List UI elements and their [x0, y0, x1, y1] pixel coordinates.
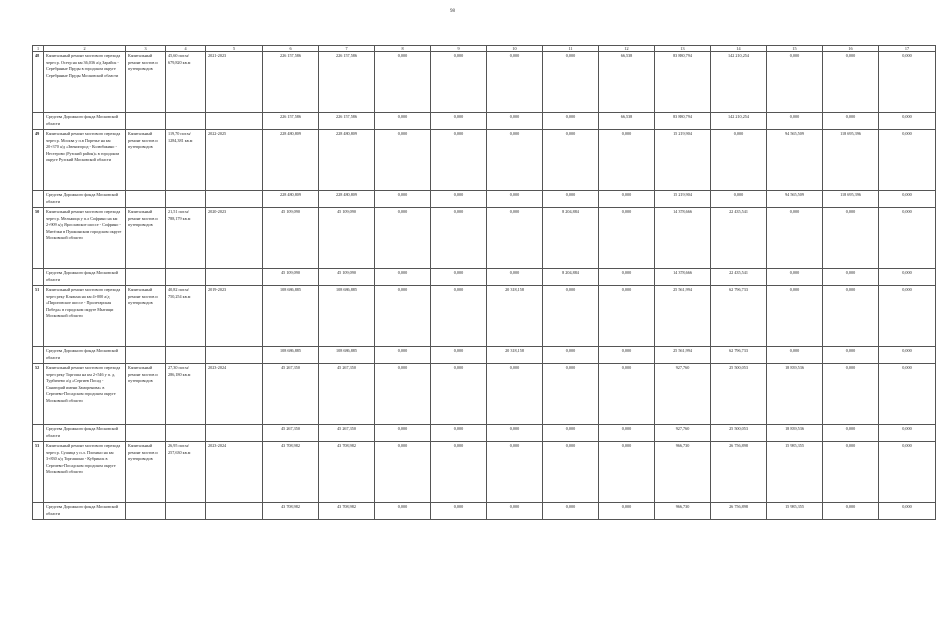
- value-cell: 0,000: [711, 191, 767, 208]
- row-index: 51: [33, 286, 44, 347]
- value-cell: 142 210,254: [711, 52, 767, 113]
- period: 2022-2025: [206, 130, 263, 191]
- column-number: 8: [375, 46, 431, 52]
- value-cell: 226 157,586: [319, 113, 375, 130]
- value-cell: 0,000: [599, 286, 655, 347]
- work-type: Капитальный ремонт мостов и путепроводов: [126, 52, 166, 113]
- value-cell: 0,000: [823, 503, 879, 520]
- value-cell: 0,000: [599, 442, 655, 503]
- object-name: Капитальный ремонт мостового перехода через р. Москва у п.в Поречье на км 20+370 а/д «Звенигород - Колюбакино - Нестерово (Рузский район)» в городском округе Рузский Московской области: [44, 130, 126, 191]
- value-cell: 0,000: [543, 364, 599, 425]
- column-number: 13: [655, 46, 711, 52]
- value-cell: 0,000: [767, 208, 823, 269]
- column-number: 14: [711, 46, 767, 52]
- value-cell: 0,000: [879, 442, 936, 503]
- value-cell: 0,000: [879, 208, 936, 269]
- value-cell: 0,000: [543, 442, 599, 503]
- column-number: 15: [767, 46, 823, 52]
- value-cell: 0,000: [487, 425, 543, 442]
- value-cell: 0,000: [431, 52, 487, 113]
- value-cell: 20 318,158: [487, 286, 543, 347]
- value-cell: 0,000: [431, 503, 487, 520]
- value-cell: 0,000: [487, 442, 543, 503]
- value-cell: 228 480,809: [263, 130, 319, 191]
- column-number: 17: [879, 46, 936, 52]
- value-cell: 15 985,355: [767, 503, 823, 520]
- value-cell: 0,000: [431, 364, 487, 425]
- value-cell: 0,000: [879, 191, 936, 208]
- row-index: 52: [33, 364, 44, 425]
- value-cell: 0,000: [543, 425, 599, 442]
- work-type: Капитальный ремонт мостов и путепроводов: [126, 442, 166, 503]
- column-number: 16: [823, 46, 879, 52]
- value-cell: 25 500,053: [711, 364, 767, 425]
- value-cell: 0,000: [543, 130, 599, 191]
- value-cell: 43 708,982: [263, 442, 319, 503]
- value-cell: 0,000: [879, 347, 936, 364]
- value-cell: 108 686,885: [263, 347, 319, 364]
- fund-label: Средства Дорожного фонда Московской области: [44, 503, 126, 520]
- value-cell: 66,538: [599, 113, 655, 130]
- table-row: [33, 208, 936, 269]
- empty-cell: [166, 347, 206, 364]
- value-cell: 25 561,994: [655, 347, 711, 364]
- table-row: [33, 130, 936, 191]
- column-number: 1: [33, 46, 44, 52]
- period: 2019-2023: [206, 286, 263, 347]
- value-cell: 0,000: [375, 503, 431, 520]
- value-cell: 226 157,586: [263, 52, 319, 113]
- value-cell: 0,000: [431, 425, 487, 442]
- fund-row: [33, 503, 936, 520]
- value-cell: 0,000: [879, 113, 936, 130]
- value-cell: 43 708,982: [319, 442, 375, 503]
- empty-cell: [33, 425, 44, 442]
- fund-label: Средства Дорожного фонда Московской области: [44, 269, 126, 286]
- empty-cell: [33, 269, 44, 286]
- capacity: 45,60 пог.м/ 679,820 кв.м: [166, 52, 206, 113]
- work-type: Капитальный ремонт мостов и путепроводов: [126, 286, 166, 347]
- value-cell: 0,000: [823, 113, 879, 130]
- fund-label: Средства Дорожного фонда Московской области: [44, 113, 126, 130]
- page-number: 98: [450, 9, 455, 14]
- empty-cell: [126, 113, 166, 130]
- fund-row: [33, 425, 936, 442]
- empty-cell: [166, 113, 206, 130]
- value-cell: 0,000: [823, 442, 879, 503]
- fund-row: [33, 269, 936, 286]
- value-cell: 8 204,884: [543, 269, 599, 286]
- column-number: 3: [126, 46, 166, 52]
- value-cell: 118 695,396: [823, 130, 879, 191]
- value-cell: 83 880,794: [655, 113, 711, 130]
- value-cell: 0,000: [487, 208, 543, 269]
- value-cell: 43 708,982: [263, 503, 319, 520]
- value-cell: 45 109,090: [263, 208, 319, 269]
- value-cell: 0,000: [543, 52, 599, 113]
- value-cell: 0,000: [823, 269, 879, 286]
- capacity: 119,70 пог.м/ 1284,381 кв.м: [166, 130, 206, 191]
- value-cell: 45 267,350: [263, 425, 319, 442]
- value-cell: 0,000: [879, 286, 936, 347]
- empty-cell: [206, 347, 263, 364]
- period: 2020-2023: [206, 208, 263, 269]
- value-cell: 0,000: [375, 442, 431, 503]
- capacity: 27,30 пог.м/ 286,180 кв.м: [166, 364, 206, 425]
- column-number: 6: [263, 46, 319, 52]
- value-cell: 927,760: [655, 425, 711, 442]
- value-cell: 966,730: [655, 442, 711, 503]
- value-cell: 226 157,586: [263, 113, 319, 130]
- value-cell: 0,000: [823, 208, 879, 269]
- value-cell: 0,000: [767, 113, 823, 130]
- value-cell: 0,000: [599, 364, 655, 425]
- value-cell: 14 378,666: [655, 208, 711, 269]
- value-cell: 0,000: [879, 503, 936, 520]
- value-cell: 0,000: [431, 191, 487, 208]
- table-row: [33, 442, 936, 503]
- value-cell: 0,000: [767, 347, 823, 364]
- column-number: 11: [543, 46, 599, 52]
- empty-cell: [33, 503, 44, 520]
- empty-cell: [166, 269, 206, 286]
- value-cell: 0,000: [375, 191, 431, 208]
- value-cell: 0,000: [431, 269, 487, 286]
- value-cell: 0,000: [543, 347, 599, 364]
- value-cell: 0,000: [879, 130, 936, 191]
- value-cell: 83 880,794: [655, 52, 711, 113]
- value-cell: 0,000: [823, 286, 879, 347]
- object-name: Капитальный ремонт мостового перехода через р. Сушица у п.л. Плохино на км 3+830 а/д Торгашино - Кубринск в Сергиево-Посадском городском округе Московской области: [44, 442, 126, 503]
- value-cell: 0,000: [599, 130, 655, 191]
- value-cell: 966,730: [655, 503, 711, 520]
- value-cell: 0,000: [375, 269, 431, 286]
- value-cell: 45 267,350: [319, 425, 375, 442]
- value-cell: 228 480,809: [319, 191, 375, 208]
- value-cell: 0,000: [431, 113, 487, 130]
- value-cell: 0,000: [431, 347, 487, 364]
- value-cell: 18 839,536: [767, 364, 823, 425]
- budget-table: [32, 45, 936, 520]
- empty-cell: [126, 191, 166, 208]
- object-name: Капитальный ремонт мостового перехода через реку Торгоша на км 2+546 у п. д. Турбичево а/д «Сергиев Посад - Санаторий имени Заморенова» в Сергиево-Посадском городском округе Московской области: [44, 364, 126, 425]
- value-cell: 22 435,541: [711, 208, 767, 269]
- empty-cell: [33, 113, 44, 130]
- row-index: 49: [33, 130, 44, 191]
- value-cell: 62 796,733: [711, 347, 767, 364]
- empty-cell: [126, 269, 166, 286]
- value-cell: 0,000: [879, 425, 936, 442]
- value-cell: 0,000: [487, 364, 543, 425]
- empty-cell: [33, 191, 44, 208]
- value-cell: 25 561,994: [655, 286, 711, 347]
- value-cell: 8 204,884: [543, 208, 599, 269]
- empty-cell: [126, 503, 166, 520]
- value-cell: 43 708,982: [319, 503, 375, 520]
- value-cell: 108 686,885: [319, 286, 375, 347]
- value-cell: 15 985,355: [767, 442, 823, 503]
- empty-cell: [206, 269, 263, 286]
- value-cell: 927,760: [655, 364, 711, 425]
- value-cell: 0,000: [487, 52, 543, 113]
- value-cell: 45 267,350: [263, 364, 319, 425]
- empty-cell: [33, 347, 44, 364]
- value-cell: 0,000: [375, 130, 431, 191]
- value-cell: 45 109,090: [319, 208, 375, 269]
- value-cell: 15 219,904: [655, 130, 711, 191]
- object-name: Капитальный ремонт мостового перехода через реку Клязьма на км 4+000 а/д «Пироговское шоссе - Пролетарская Победа» в городском округе Мытищи Московской области: [44, 286, 126, 347]
- value-cell: 0,000: [431, 286, 487, 347]
- value-cell: 0,000: [431, 442, 487, 503]
- value-cell: 118 695,396: [823, 191, 879, 208]
- value-cell: 0,000: [599, 425, 655, 442]
- value-cell: 18 839,536: [767, 425, 823, 442]
- value-cell: 0,000: [487, 503, 543, 520]
- fund-row: [33, 113, 936, 130]
- value-cell: 0,000: [543, 113, 599, 130]
- column-number: 5: [206, 46, 263, 52]
- value-cell: 0,000: [375, 347, 431, 364]
- fund-row: [33, 191, 936, 208]
- value-cell: 108 686,885: [319, 347, 375, 364]
- value-cell: 45 267,350: [319, 364, 375, 425]
- value-cell: 0,000: [711, 130, 767, 191]
- value-cell: 62 796,733: [711, 286, 767, 347]
- value-cell: 14 378,666: [655, 269, 711, 286]
- empty-cell: [166, 425, 206, 442]
- column-number: 2: [44, 46, 126, 52]
- empty-cell: [126, 347, 166, 364]
- row-index: 53: [33, 442, 44, 503]
- value-cell: 0,000: [599, 503, 655, 520]
- table-body: [33, 46, 936, 520]
- value-cell: 0,000: [599, 208, 655, 269]
- value-cell: 0,000: [375, 425, 431, 442]
- value-cell: 0,000: [823, 347, 879, 364]
- period: 2021-2023: [206, 52, 263, 113]
- value-cell: 0,000: [599, 191, 655, 208]
- column-number: 4: [166, 46, 206, 52]
- value-cell: 15 219,904: [655, 191, 711, 208]
- period: 2023-2024: [206, 442, 263, 503]
- value-cell: 108 686,885: [263, 286, 319, 347]
- value-cell: 22 435,541: [711, 269, 767, 286]
- column-number: 10: [487, 46, 543, 52]
- empty-cell: [206, 425, 263, 442]
- value-cell: 66,538: [599, 52, 655, 113]
- table-row: [33, 364, 936, 425]
- work-type: Капитальный ремонт мостов и путепроводов: [126, 130, 166, 191]
- fund-label: Средства Дорожного фонда Московской области: [44, 347, 126, 364]
- value-cell: 0,000: [487, 113, 543, 130]
- value-cell: 142 210,254: [711, 113, 767, 130]
- empty-cell: [166, 503, 206, 520]
- value-cell: 94 565,509: [767, 130, 823, 191]
- capacity: 40,82 пог.м/ 750,254 кв.м: [166, 286, 206, 347]
- value-cell: 0,000: [543, 191, 599, 208]
- value-cell: 94 565,509: [767, 191, 823, 208]
- value-cell: 0,000: [375, 113, 431, 130]
- value-cell: 0,000: [431, 208, 487, 269]
- value-cell: 0,000: [599, 269, 655, 286]
- value-cell: 0,000: [823, 364, 879, 425]
- row-index: 50: [33, 208, 44, 269]
- value-cell: 0,000: [823, 425, 879, 442]
- value-cell: 0,000: [599, 347, 655, 364]
- value-cell: 25 500,053: [711, 425, 767, 442]
- row-index: 48: [33, 52, 44, 113]
- fund-label: Средства Дорожного фонда Московской области: [44, 425, 126, 442]
- value-cell: 0,000: [879, 364, 936, 425]
- value-cell: 0,000: [879, 52, 936, 113]
- value-cell: 0,000: [543, 286, 599, 347]
- value-cell: 0,000: [375, 286, 431, 347]
- value-cell: 0,000: [823, 52, 879, 113]
- fund-label: Средства Дорожного фонда Московской области: [44, 191, 126, 208]
- column-number: 7: [319, 46, 375, 52]
- table-row: [33, 52, 936, 113]
- capacity: 26,95 пог.м/ 257,630 кв.м: [166, 442, 206, 503]
- value-cell: 0,000: [767, 269, 823, 286]
- empty-cell: [206, 503, 263, 520]
- column-number: 9: [431, 46, 487, 52]
- work-type: Капитальный ремонт мостов и путепроводов: [126, 364, 166, 425]
- empty-cell: [206, 191, 263, 208]
- value-cell: 0,000: [375, 364, 431, 425]
- value-cell: 0,000: [487, 191, 543, 208]
- value-cell: 228 480,809: [319, 130, 375, 191]
- value-cell: 20 318,158: [487, 347, 543, 364]
- value-cell: 26 756,898: [711, 503, 767, 520]
- value-cell: 0,000: [879, 269, 936, 286]
- empty-cell: [206, 113, 263, 130]
- object-name: Капитальный ремонт мостового перехода через р. Осетр на км 36,036 а/д Зарайск - Серебряные Пруды в городском округе Серебряные Пруды Московской области: [44, 52, 126, 113]
- value-cell: 0,000: [375, 52, 431, 113]
- value-cell: 0,000: [375, 208, 431, 269]
- empty-cell: [126, 425, 166, 442]
- value-cell: 0,000: [543, 503, 599, 520]
- value-cell: 26 756,898: [711, 442, 767, 503]
- value-cell: 45 109,090: [263, 269, 319, 286]
- value-cell: 0,000: [487, 130, 543, 191]
- period: 2023-2024: [206, 364, 263, 425]
- table-row: [33, 286, 936, 347]
- work-type: Капитальный ремонт мостов и путепроводов: [126, 208, 166, 269]
- capacity: 21,51 пог.м/ 788,179 кв.м: [166, 208, 206, 269]
- value-cell: 0,000: [487, 269, 543, 286]
- value-cell: 45 109,090: [319, 269, 375, 286]
- fund-row: [33, 347, 936, 364]
- value-cell: 0,000: [431, 130, 487, 191]
- value-cell: 0,000: [767, 286, 823, 347]
- value-cell: 226 157,586: [319, 52, 375, 113]
- value-cell: 228 480,809: [263, 191, 319, 208]
- object-name: Капитальный ремонт мостового перехода через р. Мельжица у п.л Софрино на км 2+909 а/д Ярославское шоссе - Софрино - Митёлки в Пушкинском городском округе Московской области: [44, 208, 126, 269]
- empty-cell: [166, 191, 206, 208]
- column-number: 12: [599, 46, 655, 52]
- value-cell: 0,000: [767, 52, 823, 113]
